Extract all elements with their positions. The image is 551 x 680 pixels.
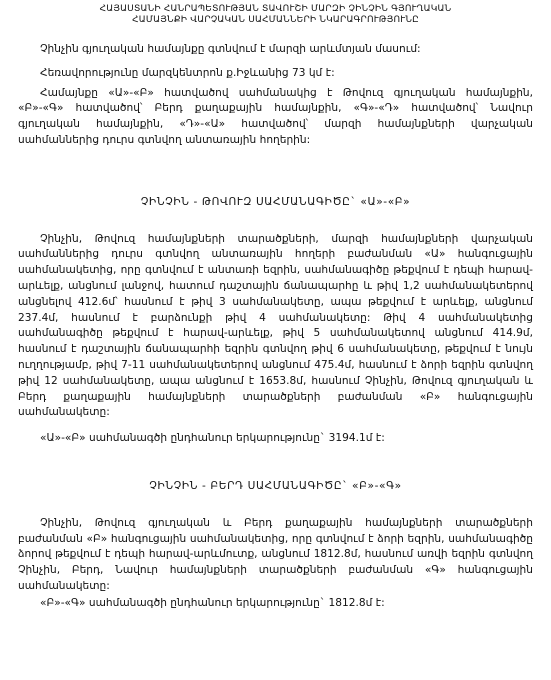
section-1-length: «Ա»-«Բ» սահմանագծի ընդհանուր երկարությունը` 3194.1մ է:: [40, 432, 385, 445]
header-line-1: ՀԱՅԱՍՏԱՆԻ ՀԱՆՐԱՊԵՏՈՒԹՅԱՆ ՏԱՎՈՒՇԻ ՄԱՐԶԻ ՉԻՆՉԻՆ ԳՅՈՒՂԱԿԱՆ: [99, 4, 452, 14]
section-2-description: Չինչին, Թովուզ գյուղական և Բերդ քաղաքային համայնքների տարածքների բաժանման «Բ» հանգուցային սահմանակետից, որը գտնվում է ձորի եզրին, սահմանագիծը ձորով թեքվում է դեպի հարավ-արևմուտք, անցնում 1812.8մ, հասնում առվի եզրին գտնվող Չինչին, Բերդ, Նավուր համայնքների տարածքների բաժանման «Գ» հանգուցային սահմանակետը:: [18, 516, 533, 592]
section-2-length: «Բ»-«Գ» սահմանագծի ընդհանուր երկարությունը` 1812.8մ է:: [40, 596, 385, 609]
section-2-title: ՉԻՆՉԻՆ - ԲԵՐԴ ՍԱՀՄԱՆԱԳԻԾԸ` «Բ»-«Գ»: [149, 479, 402, 492]
intro-location: Չինչին գյուղական համայնքը գտնվում է մարզի արևմտյան մասում:: [40, 43, 421, 55]
intro-borders: Համայնքը «Ա»-«Բ» հատվածով սահմանակից է Թովուզ գյուղական համայնքին, «Բ»-«Գ» հատվածով՝ Բերդ քաղաքային համայնքին, «Գ»-«Դ» հատվածով՝ Նավուր գյուղական համայնքին, «Դ»-«Ա» հատվածով՝ մարզի համայնքների վարչական սահմաններից դուրս գտնվող անտառային հողերին:: [18, 86, 533, 146]
section-1-description: Չինչին, Թովուզ համայնքների տարածքների, մարզի համայնքների վարչական սահմաններից դուրս գտնվող անտառային հողերի բաժանման «Ա» հանգուցային սահմանակետից, որը գտնվում է անտառի եզրին, սահմանագիծը թեքվում է դեպի հարավ-արևելք, անցնում լանջով, հատում դաշտային ճանապարհը և թիվ 1,2 սահմանակետերով անցնելով 412.6մ՝ հասնում է թիվ 3 սահմանակետը, ապա թեքվում է արևելք, անցնում 237.4մ, հասնում է բարձունքի թիվ 4 սահմանակետը: Թիվ 4 սահմանակետից սահմանագիծը թեքվում է հարավ-արևելք, թիվ 5 սահմանակետով անցնում 414.9մ, հասնում է դաշտային ճանապարհի եզրին գտնվող թիվ 6 սահմանակետը, թեքվում է նույն ուղղությամբ, թիվ 7-11 սահմանակետերով անցնում 475.4մ, հասնում է ձորի եզրին գտնվող թիվ 12 սահմանակետը, ապա անցնում է 1653.8մ, հասնում Չինչին, Թովուզ գյուղական և Բերդ քաղաքային համայնքների տարածքների բաժանման «Բ» հանգուցային սահմանակետը:: [18, 232, 533, 419]
document-header: [18, 4, 533, 26]
section-1-title: ՉԻՆՉԻՆ - ԹՈՎՈՒԶ ՍԱՀՄԱՆԱԳԻԾԸ` «Ա»-«Բ»: [140, 195, 411, 208]
header-line-2: ՀԱՄԱՅՆՔԻ ՎԱՐՉԱԿԱՆ ՍԱՀՄԱՆՆԵՐԻ ՆԿԱՐԱԳՐՈՒԹՅՈՒՆԸ: [132, 15, 419, 25]
intro-distance: Հեռավորությունը մարզկենտրոն ք.Իջևանից 73 կմ է:: [40, 66, 335, 79]
